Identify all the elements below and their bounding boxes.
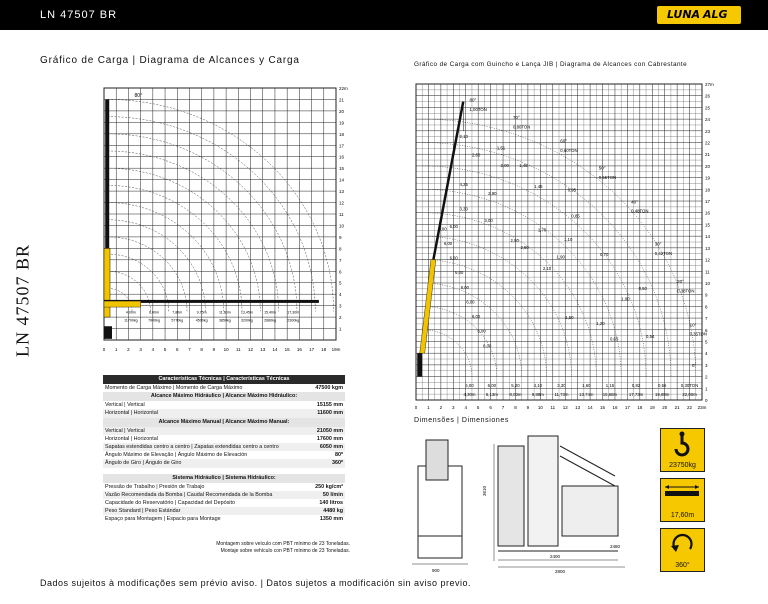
- angle-label: 50°: [598, 165, 606, 171]
- y-tick-label: 15: [339, 166, 345, 172]
- spec-value: 21050 mm: [316, 427, 343, 434]
- y-tick-label: 6: [339, 269, 342, 275]
- spec-label: Horizontal | Horizontal: [105, 435, 158, 442]
- angle-load-label: 0,55TON: [598, 174, 617, 180]
- grid-load-value: 1,90: [556, 254, 565, 260]
- grid-load-value: 1,10: [563, 236, 573, 242]
- x-tick-label: 17: [624, 405, 630, 410]
- y-tick-label: 2: [705, 374, 708, 380]
- dimension-drawing: [410, 426, 650, 576]
- x-tick-label: 16: [296, 347, 302, 352]
- y-tick-label: 23: [705, 128, 711, 134]
- spec-row: [103, 443, 345, 451]
- angle-label: 30°: [654, 241, 662, 247]
- y-tick-label: 12: [705, 257, 711, 263]
- y-tick-label: 2: [339, 315, 342, 321]
- hook-capacity-box: [660, 428, 705, 472]
- y-tick-label: 7: [705, 316, 708, 322]
- grid-load-value: 3,30: [459, 206, 468, 212]
- load-weight-label: 5770kg: [171, 318, 184, 323]
- spec-row: [103, 401, 345, 409]
- y-tick-label: 10: [339, 223, 345, 229]
- x-tick-label: 4: [151, 347, 155, 352]
- grid-load-value: 0,85: [571, 213, 580, 219]
- spec-row: [103, 435, 345, 443]
- x-tick-label: 18: [637, 405, 643, 410]
- logo-luna: LUNA: [667, 8, 701, 21]
- y-tick-label: 24: [705, 117, 711, 123]
- y-tick-label: 22: [705, 140, 711, 146]
- grid-load-value: 1,70: [537, 227, 547, 233]
- grid-load-value: 2,60: [471, 152, 481, 158]
- bottom-load-label: 1,15: [605, 383, 615, 389]
- rotation-box: [660, 528, 705, 572]
- y-tick-label: 9: [339, 234, 342, 240]
- note-es: Montaje sobre vehículo con PBT mínimo de 23 Toneladas.: [220, 548, 350, 554]
- x-tick-label: 1: [114, 347, 118, 352]
- y-tick-label: 8: [705, 304, 708, 310]
- load-weight-label: 11700kg: [124, 318, 138, 323]
- spec-label: Vertical | Vertical: [105, 427, 145, 434]
- load-reach-label: 17,30m: [287, 310, 300, 315]
- logo-alg: ALG: [703, 8, 728, 21]
- y-tick-label: 13: [705, 245, 711, 251]
- bottom-load-label: 0,82: [631, 383, 641, 389]
- spec-label: Pressão de Trabalho | Presión de Trabajo: [105, 483, 205, 490]
- angle-label: 70°: [512, 115, 520, 121]
- y-tick-label: 19: [339, 120, 345, 126]
- spec-row: [103, 409, 345, 417]
- spec-label: Espaço para Montagem | Espacio para Montage: [105, 516, 221, 523]
- y-tick-label: 8: [339, 246, 342, 252]
- x-tick-label: 22: [687, 405, 693, 410]
- grid-load-value: 2,00: [500, 163, 509, 169]
- load-weight-label: 2300kg: [287, 318, 300, 323]
- angle-load-label: 0,80TON: [512, 124, 531, 130]
- reach-label: 17,60m: [670, 512, 695, 519]
- x-tick-label: 3: [139, 347, 142, 352]
- x-tick-label: 14: [272, 347, 278, 352]
- angle-label: 0°: [692, 363, 697, 369]
- grid-load-value: 0,65: [609, 336, 619, 342]
- spec-label: Vertical | Vertical: [105, 402, 145, 409]
- y-tick-label: 6: [705, 327, 708, 333]
- spec-label: Ângulo Máximo de Elevação | Ángulo Máximo de Elevación: [105, 452, 248, 459]
- x-tick-label: 5: [163, 347, 167, 352]
- spec-row: [103, 483, 345, 491]
- bottom-load-label: 1,60: [582, 383, 591, 389]
- grid-load-value: 1,00: [621, 296, 630, 302]
- y-tick-label: 11: [339, 212, 344, 217]
- load-reach-label: 11,60m: [219, 310, 231, 315]
- spec-value: 6050 mm: [319, 443, 343, 450]
- x-tick-label: 23m: [697, 405, 707, 410]
- y-tick-label: 15: [705, 222, 711, 228]
- x-tick-label: 14: [587, 405, 593, 410]
- angle-load-label: 0,60TON: [560, 147, 578, 153]
- y-tick-label: 5: [339, 280, 342, 286]
- y-tick-label: 16: [339, 154, 345, 160]
- y-tick-label: 14: [339, 177, 345, 183]
- load-reach-label: 4,00m: [125, 310, 136, 315]
- column-load-value: 6,00: [460, 284, 469, 290]
- bottom-reach-label: 19,88m: [655, 391, 670, 397]
- grid-load-value: 1,51: [496, 145, 506, 151]
- x-tick-label: 11: [550, 405, 556, 410]
- y-tick-label: 7: [339, 257, 342, 263]
- hook-capacity-label: 23750kg: [669, 462, 696, 469]
- footer-disclaimer: Dados sujeitos à modificações sem prévio aviso. | Datos sujetos a modificación sin aviso previo.: [40, 578, 472, 588]
- y-tick-label: 5: [705, 339, 708, 345]
- x-tick-label: 3: [452, 405, 455, 410]
- spec-value: 11600 mm: [317, 410, 343, 417]
- y-tick-label: 4: [339, 292, 342, 298]
- spec-row: [103, 427, 345, 435]
- y-tick-label: 16: [705, 210, 711, 216]
- y-tick-label: 18: [705, 187, 711, 193]
- x-tick-label: 15: [284, 347, 290, 352]
- x-tick-label: 12: [562, 405, 568, 410]
- spec-label: Vazão Recomendada da Bomba | Caudal Recomendada de la Bomba: [105, 491, 273, 498]
- spec-label: Capacidade do Reservatório | Capacidad del Depósito: [105, 499, 235, 506]
- x-tick-label: 8: [514, 405, 517, 410]
- spec-value: 360º: [332, 460, 343, 467]
- x-tick-label: 10: [537, 405, 543, 410]
- y-tick-label: 20: [339, 108, 345, 114]
- load-weight-label: 2680kg: [264, 318, 276, 323]
- reach-icon: [661, 479, 704, 509]
- spec-value: 4480 kg: [323, 508, 343, 515]
- dim-length: 2480: [610, 544, 621, 549]
- angle-load-label: 0,42TON: [654, 250, 673, 256]
- grid-load-value: 1,20: [596, 321, 605, 327]
- x-tick-label: 2: [439, 405, 443, 410]
- load-weight-label: 3850kg: [218, 318, 231, 323]
- note-pt: Montagem sobre veículo com PBT mínimo de 23 Toneladas.: [216, 541, 350, 547]
- bottom-reach-label: 4,30m: [463, 391, 476, 397]
- angle-label: 80°: [469, 97, 477, 103]
- x-tick-label: 7: [188, 347, 191, 352]
- bottom-load-label: 6,00: [465, 383, 474, 389]
- spec-value: 1350 mm: [319, 516, 343, 523]
- y-tick-label: 27m: [705, 82, 714, 87]
- spec-label: Horizontal | Horizontal: [105, 410, 158, 417]
- grid-load-value: 2,50: [510, 238, 519, 243]
- boom-base: [104, 301, 141, 307]
- specs-table: [103, 375, 345, 540]
- y-tick-label: 12: [339, 200, 345, 206]
- y-tick-label: 10: [705, 280, 711, 286]
- column-load-value: 6,00: [483, 343, 492, 349]
- y-tick-label: 18: [339, 131, 345, 137]
- dim-height: 3610: [482, 485, 487, 496]
- grid-load-value: 0,95: [567, 187, 577, 193]
- specs-subheader: Alcance Máximo Manual | Alcance Máximo Manual:: [103, 418, 345, 427]
- spec-value: 50 l/min: [322, 491, 343, 498]
- load-reach-label: 9,75m: [196, 310, 207, 315]
- x-tick-label: 9: [212, 347, 216, 352]
- spec-value: 17600 mm: [316, 435, 343, 442]
- dim-width1: 2400: [550, 554, 561, 559]
- y-tick-label: 17: [339, 143, 345, 149]
- boom-angle-label: 80°: [134, 93, 143, 100]
- spec-row: [103, 451, 345, 459]
- specs-subheader: Sistema Hidráulico | Sistema Hidráulico:: [103, 474, 345, 483]
- x-tick-label: 10: [223, 347, 229, 352]
- dim-width2: 2800: [555, 569, 566, 574]
- spec-value: 15155 mm: [316, 402, 343, 409]
- load-weight-label: 4500kg: [195, 318, 208, 323]
- grid-load-value: 6,00: [449, 223, 458, 229]
- angle-load-label: 0,38TON: [677, 288, 695, 294]
- x-tick-label: 19: [649, 405, 655, 410]
- x-tick-label: 19m: [331, 347, 341, 352]
- load-weight-label: 3200kg: [240, 318, 253, 323]
- dimensions-title: Dimensões | Dimensiones: [414, 417, 509, 424]
- spec-label: Peso Standard | Peso Estándar: [105, 508, 181, 515]
- x-tick-label: 20: [662, 405, 668, 410]
- grid-load-value: 2,10: [459, 133, 468, 139]
- spec-row: [103, 499, 345, 507]
- specs-subheader: Alcance Máximo Hidráulico | Alcance Máximo Hidráulico:: [103, 392, 345, 401]
- bottom-load-label: 4,10: [533, 383, 543, 389]
- spec-row: [103, 507, 345, 515]
- spec-label: Sapatas estendidas centro a centro | Zapatas extendidas centro a centro: [105, 443, 279, 450]
- y-tick-label: 26: [705, 93, 711, 99]
- load-reach-label: 13,45m: [240, 310, 253, 315]
- bottom-reach-label: 15,68m: [602, 391, 618, 397]
- bottom-reach-label: 17,73m: [628, 391, 644, 397]
- grid-load-value: 3,00: [484, 218, 493, 224]
- y-tick-label: 14: [705, 234, 711, 240]
- spec-label: Ângulo de Giro | Ángulo de Giro: [105, 460, 182, 467]
- x-tick-label: 6: [489, 405, 492, 410]
- x-tick-label: 16: [612, 405, 618, 410]
- x-tick-label: 2: [127, 347, 130, 352]
- y-tick-label: 11: [705, 269, 710, 275]
- grid-load-value: 2,10: [542, 266, 552, 272]
- x-tick-label: 18: [321, 347, 327, 352]
- spec-row: [103, 459, 345, 467]
- x-tick-label: 1: [427, 405, 430, 410]
- y-tick-label: 4: [705, 351, 708, 357]
- bottom-load-label: 0,56: [658, 383, 667, 389]
- column-load-value: 6,00: [466, 299, 475, 305]
- reach-box: [660, 478, 705, 522]
- column-load-value: 6,00: [455, 270, 464, 276]
- x-tick-label: 8: [200, 347, 203, 352]
- spec-value: 80º: [335, 452, 343, 459]
- y-tick-label: 20: [705, 163, 711, 169]
- x-tick-label: 0: [414, 405, 418, 410]
- bottom-reach-label: 6,13m: [485, 391, 498, 397]
- bottom-load-label: 3,30: [557, 383, 566, 389]
- bottom-load-label: 5,20: [511, 383, 520, 389]
- x-tick-label: 13: [260, 347, 266, 352]
- grid-load-value: 2,50: [520, 245, 529, 251]
- dim-bottom: 900: [432, 568, 440, 573]
- y-tick-label: 21: [339, 97, 345, 103]
- y-tick-label: 17: [705, 199, 711, 205]
- y-tick-label: 1: [339, 326, 342, 332]
- column-load-value: 6,00: [449, 255, 458, 261]
- grid-load-value: 0,54: [646, 333, 655, 339]
- y-tick-label: 9: [705, 292, 708, 298]
- x-tick-label: 6: [176, 347, 179, 352]
- hook-icon: [661, 429, 704, 459]
- right-chart-title: Gráfico de Carga com Guincho e Lança JIB | Diagrama de Alcances con Cabrestante: [414, 61, 688, 68]
- x-tick-label: 4: [464, 405, 467, 410]
- specs-header: Características Técnicas | Características Técnicas: [103, 375, 345, 384]
- spec-row: [103, 491, 345, 499]
- x-tick-label: 7: [501, 405, 505, 410]
- crane-base: [417, 353, 422, 376]
- y-tick-label: 0: [705, 398, 708, 403]
- bottom-load-label: 6,00: [487, 383, 497, 389]
- rotation-icon: [661, 529, 704, 559]
- angle-label: 10°: [689, 322, 697, 328]
- grid-load-value: 1,50: [565, 315, 574, 321]
- column-load-value: 6,00: [471, 314, 481, 320]
- load-reach-label: 15,40m: [264, 310, 277, 315]
- load-weight-label: 7900kg: [148, 318, 160, 323]
- rotation-label: 360°: [675, 562, 690, 569]
- x-tick-label: 17: [309, 347, 315, 352]
- bottom-reach-label: 13,74m: [579, 391, 594, 397]
- spec-value: 140 litros: [319, 499, 343, 506]
- y-tick-label: 1: [705, 386, 708, 392]
- y-tick-label: 3: [339, 303, 342, 309]
- y-tick-label: 19: [705, 175, 711, 181]
- y-tick-label: 22m: [339, 86, 348, 91]
- y-tick-label: 13: [339, 189, 345, 195]
- x-tick-label: 15: [600, 405, 606, 410]
- x-tick-label: 9: [526, 405, 530, 410]
- column-load-value: 6,00: [477, 328, 486, 334]
- spec-label: Momento de Carga Máximo | Momento de Carga Máximo: [105, 385, 243, 391]
- bottom-reach-label: 9,88m: [531, 391, 544, 397]
- jib-load-chart: [410, 74, 720, 412]
- x-tick-label: 11: [235, 347, 241, 352]
- x-tick-label: 13: [575, 405, 581, 410]
- grid-load-value: 0,50: [638, 285, 647, 291]
- spec-value: 250 kg/cm²: [315, 483, 343, 490]
- load-reach-label: 6,00m: [149, 310, 160, 315]
- crane-base: [104, 326, 112, 339]
- y-tick-label: 3: [705, 362, 708, 368]
- load-reach-label: 7,80m: [172, 310, 183, 315]
- grid-load-value: 4,25: [459, 181, 468, 187]
- angle-label: 20°: [677, 278, 684, 284]
- spec-value: 47500 kgm: [315, 385, 343, 391]
- y-tick-label: 25: [705, 105, 711, 111]
- x-tick-label: 21: [674, 405, 680, 410]
- bottom-reach-label: 22,00m: [682, 391, 697, 397]
- bottom-reach-label: 8,03m: [509, 391, 522, 397]
- angle-load-label: 0,35TON: [689, 331, 707, 337]
- angle-load-label: 1,00TON: [469, 106, 487, 112]
- spec-row: [103, 515, 345, 523]
- column-load-value: 6,00: [443, 240, 453, 246]
- x-tick-label: 0: [102, 347, 106, 352]
- header-bar: [0, 0, 768, 30]
- angle-load-label: 0,48TON: [631, 208, 649, 214]
- grid-load-value: 2,80: [488, 191, 497, 197]
- brand-logo: [657, 6, 741, 24]
- column-load-value: 6,00: [438, 226, 447, 232]
- bottom-load-label: 0,30TON: [680, 383, 699, 389]
- x-tick-label: 12: [248, 347, 254, 352]
- grid-load-value: 1,46: [519, 163, 528, 169]
- angle-label: 60°: [560, 138, 568, 144]
- side-title: LN 47507 BR: [12, 244, 33, 358]
- spec-row: [103, 384, 345, 392]
- left-chart-title: Gráfico de Carga | Diagrama de Alcances y Carga: [40, 55, 300, 66]
- angle-label: 40°: [631, 199, 638, 205]
- main-load-chart: [96, 78, 356, 374]
- x-tick-label: 5: [476, 405, 480, 410]
- header-title: LN 47507 BR: [40, 9, 118, 21]
- grid-load-value: 0,70: [600, 252, 609, 258]
- y-tick-label: 21: [705, 152, 711, 158]
- grid-load-value: 1,45: [534, 184, 543, 190]
- bottom-reach-label: 11,73m: [554, 391, 569, 397]
